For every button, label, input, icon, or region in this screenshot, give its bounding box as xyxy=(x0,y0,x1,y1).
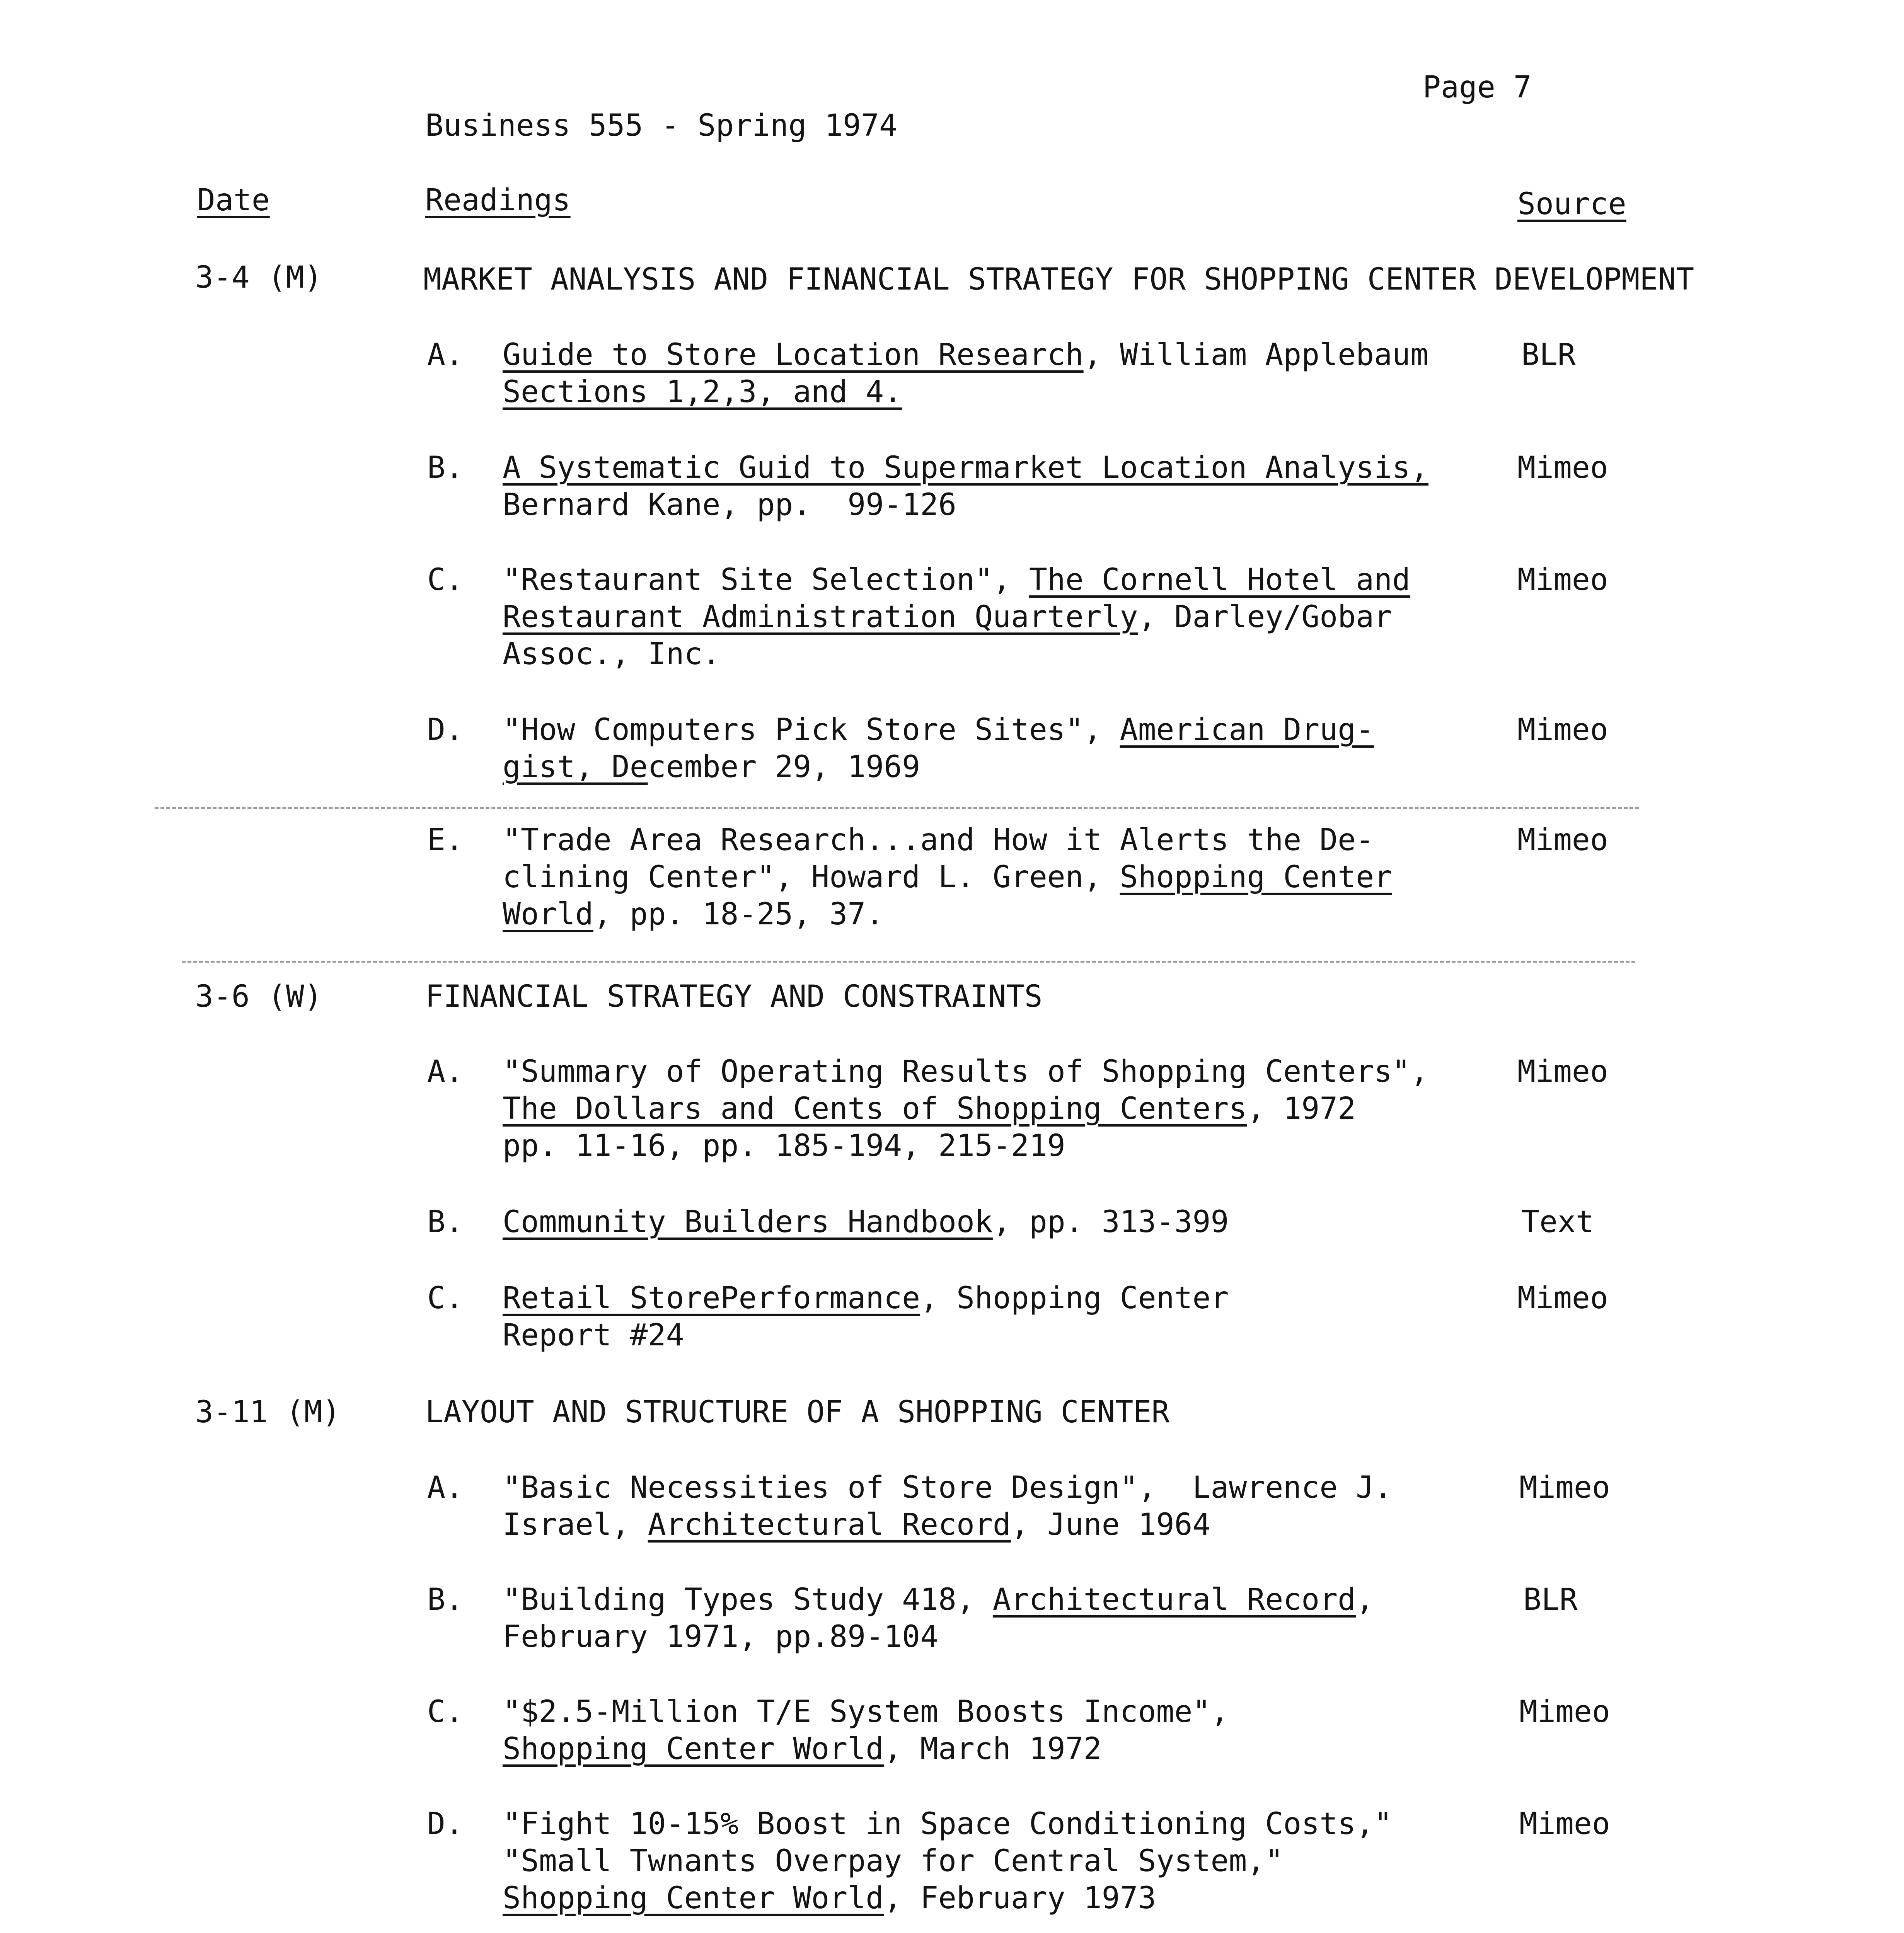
reading-line xyxy=(503,1469,1392,1506)
reading-text: Assoc., Inc. xyxy=(503,637,721,672)
reading-line xyxy=(503,822,1374,859)
reading-title: Retail StorePerformance xyxy=(503,1281,920,1316)
reading-text: cember 29, 1969 xyxy=(648,750,920,784)
reading-text: "Small Twnants Overpay for Central System," xyxy=(503,1844,1284,1878)
reading-source: BLR xyxy=(1521,338,1576,372)
reading-title: Sections 1,2,3, and 4. xyxy=(503,375,902,409)
reading-line xyxy=(503,636,721,673)
reading-line xyxy=(503,1843,1283,1880)
reading-line xyxy=(503,1693,1229,1730)
session-date: 3-4 (M) xyxy=(195,260,322,295)
reading-line xyxy=(503,449,1428,486)
reading-title: Guide to Store Location Research xyxy=(503,338,1084,372)
reading-source: Mimeo xyxy=(1517,1054,1608,1089)
reading-title: Restaurant Administration Quarterly xyxy=(503,600,1138,634)
reading-letter: E. xyxy=(427,823,464,857)
reading-letter: C. xyxy=(427,563,464,597)
reading-source: Mimeo xyxy=(1519,1470,1610,1505)
reading-source: Mimeo xyxy=(1517,563,1608,597)
reading-source: BLR xyxy=(1523,1582,1578,1617)
reading-source: Mimeo xyxy=(1517,823,1608,857)
page-number: Page 7 xyxy=(1423,70,1532,105)
reading-line xyxy=(503,859,1392,896)
session-date: 3-11 (M) xyxy=(195,1395,341,1430)
reading-line xyxy=(503,1730,1102,1768)
reading-line xyxy=(503,1280,1229,1317)
reading-text: "How Computers Pick Store Sites", xyxy=(503,713,1120,747)
reading-source: Mimeo xyxy=(1517,1281,1608,1316)
reading-line xyxy=(503,1090,1356,1127)
reading-line xyxy=(503,896,884,933)
reading-line xyxy=(503,1203,1229,1241)
reading-text: "Basic Necessities of Store Design", Lawrence J. xyxy=(503,1470,1393,1505)
reading-title: Shopping Center xyxy=(1120,860,1393,895)
reading-letter: A. xyxy=(427,1054,464,1089)
reading-text: Bernard Kane, pp. 99-126 xyxy=(503,488,956,522)
reading-text: "Summary of Operating Results of Shopping Centers", xyxy=(503,1054,1428,1089)
reading-title: Community Builders Handbook xyxy=(503,1205,993,1239)
reading-letter: A. xyxy=(427,338,464,372)
source-column-heading: Source xyxy=(1517,187,1626,222)
reading-text: Israel, xyxy=(503,1507,648,1542)
reading-text: "Restaurant Site Selection", xyxy=(503,563,1029,597)
reading-line xyxy=(503,1053,1428,1090)
reading-text: , xyxy=(1356,1582,1374,1617)
reading-line xyxy=(503,1127,1065,1164)
reading-line xyxy=(503,1317,684,1354)
reading-text: pp. 11-16, pp. 185-194, 215-219 xyxy=(503,1128,1065,1163)
reading-letter: C. xyxy=(427,1694,464,1729)
reading-source: Mimeo xyxy=(1519,1807,1610,1841)
reading-text: "Building Types Study 418, xyxy=(503,1582,993,1617)
reading-text: , Darley/Gobar xyxy=(1138,600,1393,634)
reading-source: Mimeo xyxy=(1517,450,1608,485)
reading-title: A Systematic Guid to Supermarket Location Analysis, xyxy=(503,450,1428,485)
reading-text: Report #24 xyxy=(503,1318,684,1353)
reading-line xyxy=(503,561,1410,598)
reading-text: "Fight 10-15% Boost in Space Conditioning Costs," xyxy=(503,1807,1393,1841)
reading-letter: A. xyxy=(427,1470,464,1505)
reading-source: Text xyxy=(1521,1205,1594,1239)
reading-line xyxy=(503,711,1374,748)
reading-text: , William Applebaum xyxy=(1083,338,1428,372)
reading-line xyxy=(503,748,920,786)
reading-text: "$2.5-Million T/E System Boosts Income", xyxy=(503,1694,1229,1729)
reading-text: , 1972 xyxy=(1247,1091,1356,1126)
reading-title: Shopping Center World xyxy=(503,1732,884,1766)
reading-line xyxy=(503,1805,1392,1843)
scan-rule xyxy=(155,807,1639,809)
reading-title: World xyxy=(503,897,593,932)
reading-line xyxy=(503,1581,1374,1618)
reading-title: The Dollars and Cents of Shopping Centers xyxy=(503,1091,1247,1126)
reading-letter: B. xyxy=(427,450,464,485)
reading-line xyxy=(503,1618,938,1655)
reading-title: The Cornell Hotel and xyxy=(1029,563,1411,597)
reading-line xyxy=(503,336,1428,373)
reading-letter: B. xyxy=(427,1582,464,1617)
reading-source: Mimeo xyxy=(1517,713,1608,747)
reading-text: , pp. 18-25, 37. xyxy=(593,897,884,932)
session-date: 3-6 (W) xyxy=(195,979,322,1014)
date-column-heading: Date xyxy=(197,183,270,218)
reading-title: American Drug- xyxy=(1120,713,1374,747)
reading-letter: D. xyxy=(427,1807,464,1841)
reading-line xyxy=(503,1506,1210,1543)
reading-line xyxy=(503,373,902,411)
course-title: Business 555 - Spring 1974 xyxy=(425,108,897,143)
reading-text: , June 1964 xyxy=(1011,1507,1211,1542)
reading-line xyxy=(503,598,1392,636)
reading-text: February 1971, pp.89-104 xyxy=(503,1619,939,1654)
session-topic: FINANCIAL STRATEGY AND CONSTRAINTS xyxy=(425,979,1043,1014)
reading-letter: C. xyxy=(427,1281,464,1316)
reading-line xyxy=(503,1880,1156,1917)
reading-letter: D. xyxy=(427,713,464,747)
reading-title: Architectural Record xyxy=(992,1582,1356,1617)
reading-title: Shopping Center World xyxy=(503,1881,884,1916)
scan-rule xyxy=(182,961,1635,963)
reading-title: Architectural Record xyxy=(648,1507,1011,1542)
session-topic: MARKET ANALYSIS AND FINANCIAL STRATEGY FOR SHOPPING CENTER DEVELOPMENT xyxy=(423,262,1694,297)
readings-column-heading: Readings xyxy=(425,183,571,218)
reading-title: gist, De xyxy=(503,750,648,784)
reading-text: , March 1972 xyxy=(884,1732,1102,1766)
reading-text: , February 1973 xyxy=(884,1881,1156,1916)
reading-text: clining Center", Howard L. Green, xyxy=(503,860,1120,895)
reading-text: , Shopping Center xyxy=(920,1281,1229,1316)
reading-text: "Trade Area Research...and How it Alerts the De- xyxy=(503,823,1374,857)
reading-letter: B. xyxy=(427,1205,464,1239)
session-topic: LAYOUT AND STRUCTURE OF A SHOPPING CENTER xyxy=(425,1395,1170,1430)
reading-line xyxy=(503,486,956,523)
reading-text: , pp. 313-399 xyxy=(992,1205,1229,1239)
reading-source: Mimeo xyxy=(1519,1694,1610,1729)
